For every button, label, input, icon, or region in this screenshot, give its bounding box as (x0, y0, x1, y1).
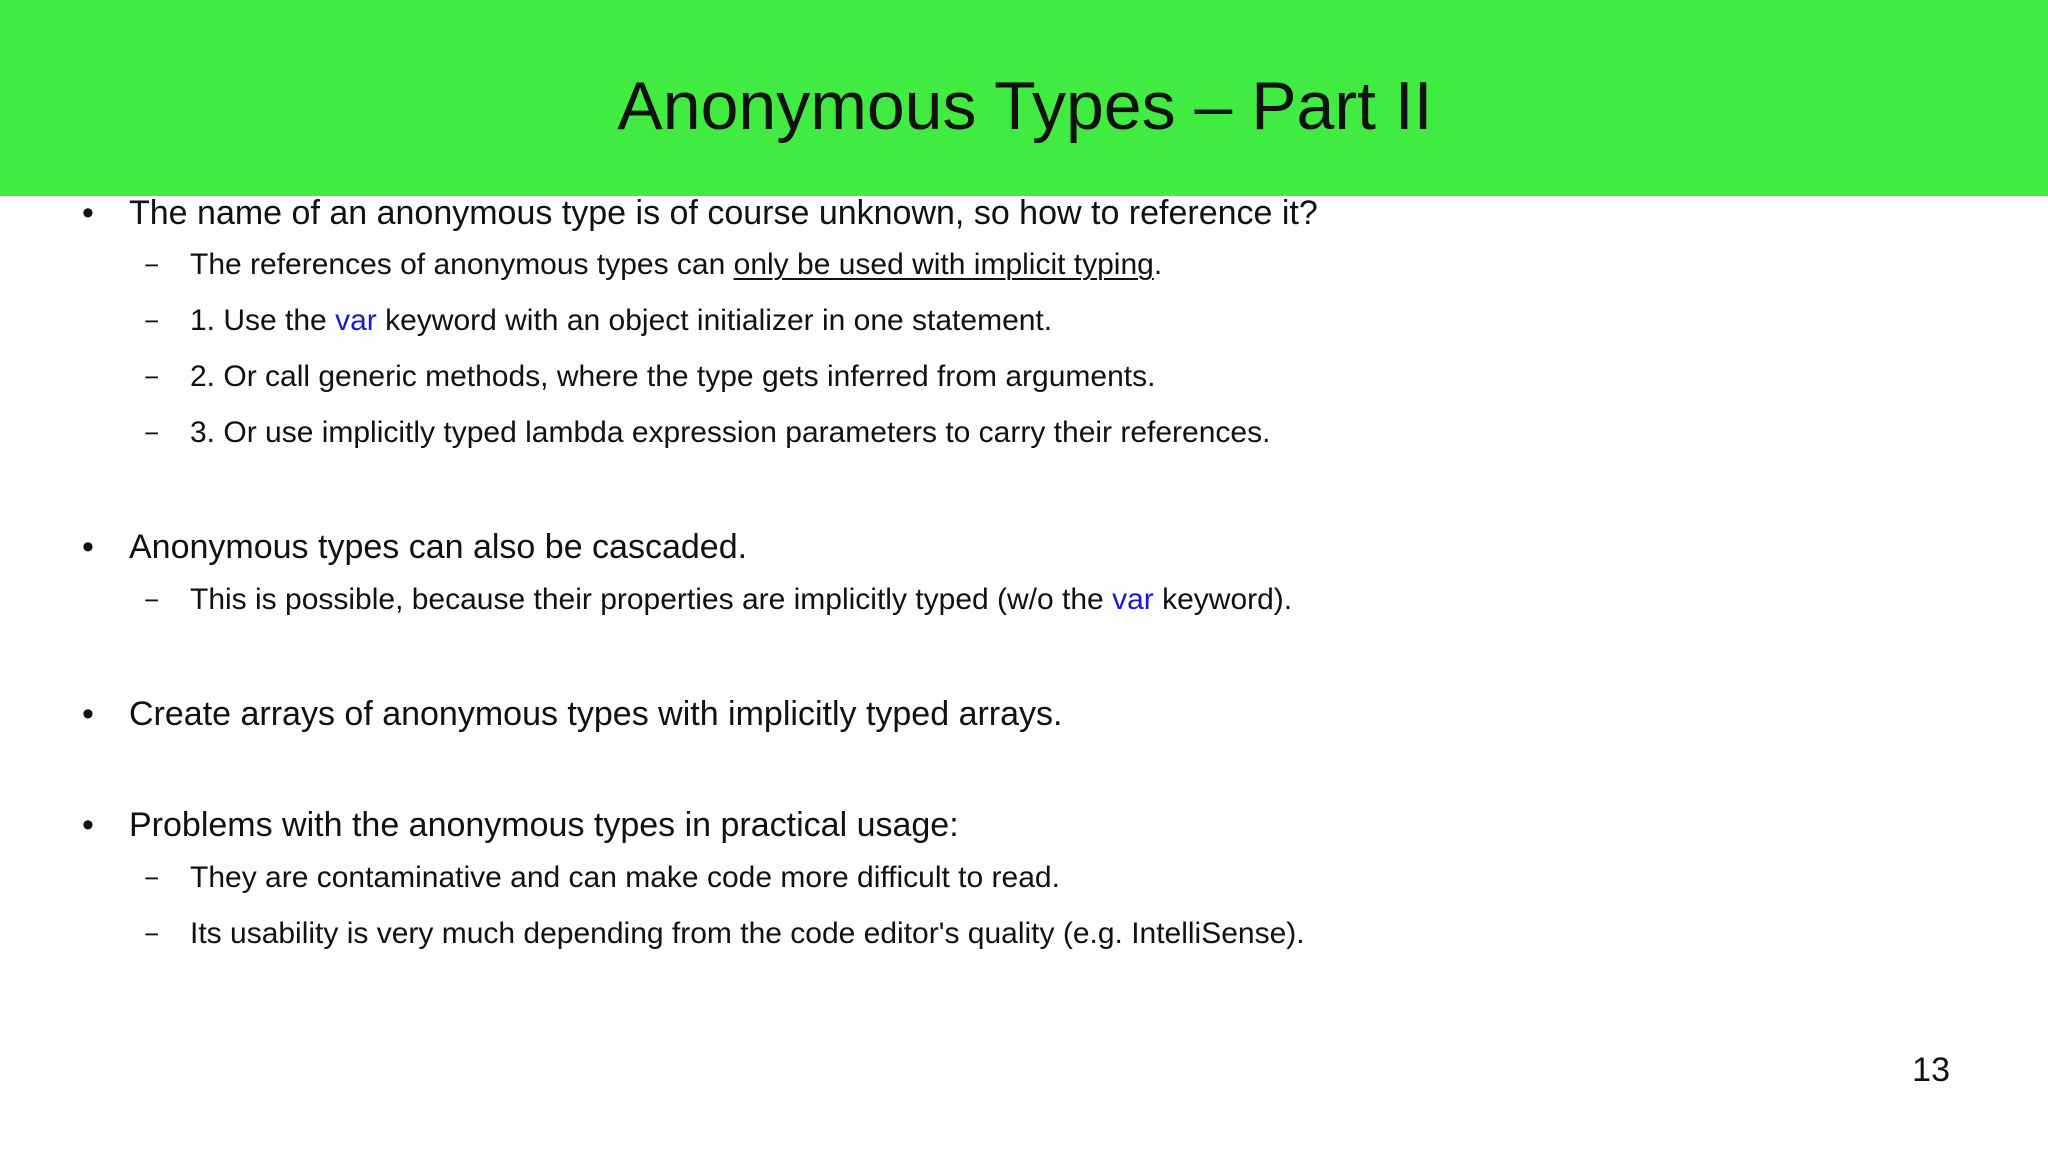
keyword-var: var (1112, 583, 1154, 616)
text-segment: The references of anonymous types can (190, 248, 734, 281)
sub-bullet-text (190, 304, 1052, 338)
page-number: 13 (1912, 1051, 1950, 1089)
dash-marker: − (144, 863, 160, 893)
text-segment: keyword). (1153, 583, 1293, 616)
dash-marker: − (144, 585, 160, 615)
dash-marker: − (144, 418, 160, 448)
bullet-marker: • (82, 528, 94, 566)
bullet-marker: • (82, 194, 94, 232)
text-segment: keyword with an object initializer in one statement. (376, 304, 1053, 337)
sub-bullet-text: 2. Or call generic methods, where the type gets inferred from arguments. (190, 360, 1156, 393)
bullet-text: Anonymous types can also be cascaded. (129, 528, 748, 566)
text-segment: This is possible, because their properties are implicitly typed (w/o the (190, 583, 1113, 616)
dash-marker: − (144, 250, 160, 280)
sub-bullet-text: They are contaminative and can make code more difficult to read. (190, 861, 1060, 894)
keyword-var: var (335, 304, 377, 337)
bullet-marker: • (82, 806, 94, 844)
dash-marker: − (144, 919, 160, 949)
text-segment: . (1153, 248, 1163, 281)
dash-marker: − (144, 306, 160, 336)
bullet-marker: • (82, 695, 94, 733)
underlined-text: only be used with implicit typing (733, 248, 1154, 281)
sub-bullet-text: 3. Or use implicitly typed lambda expression parameters to carry their references. (190, 416, 1271, 449)
bullet-text: Problems with the anonymous types in practical usage: (129, 806, 959, 844)
sub-bullet-text: Its usability is very much depending from the code editor's quality (e.g. IntelliSense). (190, 917, 1305, 950)
bullet-text: The name of an anonymous type is of course unknown, so how to reference it? (129, 194, 1318, 232)
bullet-text: Create arrays of anonymous types with implicitly typed arrays. (129, 695, 1063, 733)
slide-title: Anonymous Types – Part II (617, 68, 1433, 144)
text-segment: 1. Use the (190, 304, 336, 337)
sub-bullet-text (190, 248, 1162, 282)
dash-marker: − (144, 362, 160, 392)
sub-bullet-text (190, 583, 1292, 617)
